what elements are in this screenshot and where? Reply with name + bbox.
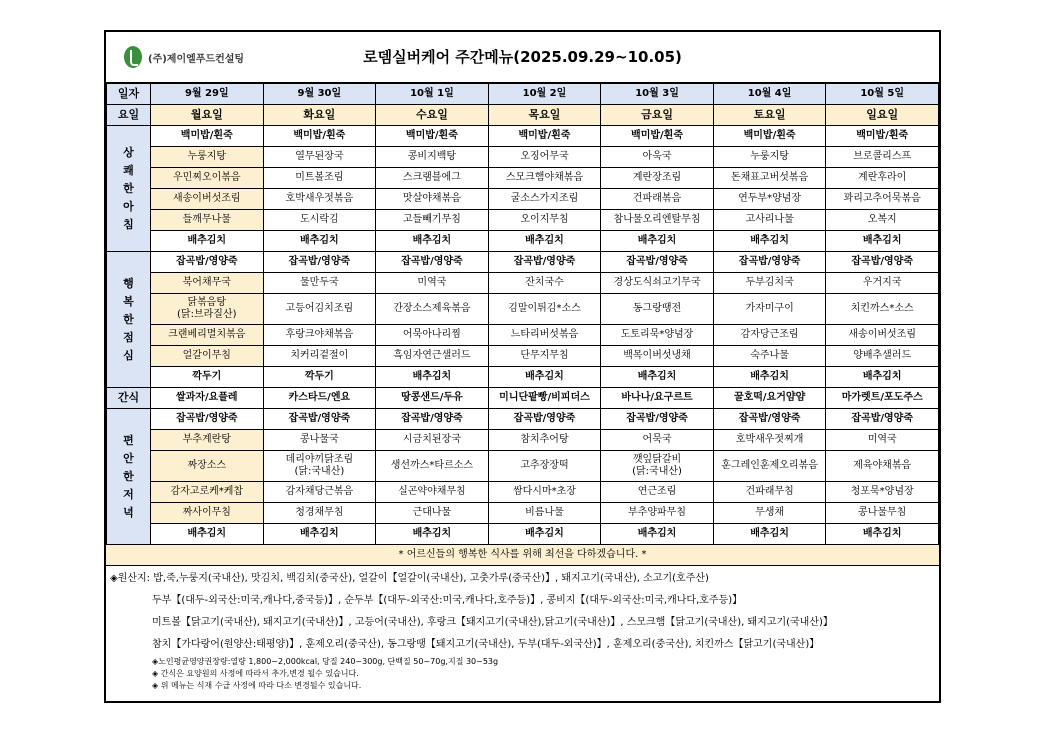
breakfast-menu-cell: 열무된장국: [263, 147, 376, 168]
snack-note: ◈ 간식은 요양원의 사정에 따라서 추가,변경 될수 있습니다.: [152, 669, 359, 678]
breakfast-menu-cell: 스크램블에그: [376, 168, 489, 189]
date-cell: 10월 4일: [713, 84, 826, 105]
breakfast-menu-cell: 들깨무나물: [151, 210, 264, 231]
dinner-menu-cell: 배추김치: [826, 524, 939, 545]
weekday-cell: 월요일: [151, 105, 264, 126]
breakfast-menu-cell: 도시락김: [263, 210, 376, 231]
dinner-row: [107, 482, 939, 503]
breakfast-menu-cell: 오징어무국: [488, 147, 601, 168]
dinner-menu-cell: 고추장장떡: [488, 451, 601, 482]
lunch-menu-cell: 감자당근조림: [713, 325, 826, 346]
lunch-row: [107, 367, 939, 388]
lunch-menu-cell: 북어채무국: [151, 273, 264, 294]
date-row: [107, 84, 939, 105]
snack-label: 간식: [107, 388, 151, 409]
lunch-menu-cell: 두부김치국: [713, 273, 826, 294]
dinner-menu-cell: 잡곡밥/영양죽: [826, 409, 939, 430]
breakfast-menu-cell: 백미밥/흰죽: [713, 126, 826, 147]
dinner-menu-cell: 연근조림: [601, 482, 714, 503]
lunch-menu-cell: 동그랑땡전: [601, 294, 714, 325]
lunch-menu-cell: 배추김치: [488, 367, 601, 388]
dinner-menu-cell: 무생채: [713, 503, 826, 524]
lunch-menu-cell: 후랑크야채볶음: [263, 325, 376, 346]
dinner-menu-cell: 배추김치: [601, 524, 714, 545]
dinner-row: [107, 451, 939, 482]
breakfast-row: [107, 126, 939, 147]
snack-cell: 쌀과자/요플레: [151, 388, 264, 409]
change-note: ◈ 위 메뉴는 식재 수급 사정에 따라 다소 변경될수 있습니다.: [152, 681, 362, 690]
lunch-row: [107, 294, 939, 325]
dinner-menu-cell: 잡곡밥/영양죽: [151, 409, 264, 430]
snack-cell: 마가렛트/포도주스: [826, 388, 939, 409]
dinner-menu-cell: 미역국: [826, 430, 939, 451]
lunch-menu-cell: 잡곡밥/영양죽: [713, 252, 826, 273]
lunch-menu-cell: 물만두국: [263, 273, 376, 294]
lunch-menu-cell: 잡곡밥/영양죽: [601, 252, 714, 273]
dinner-menu-cell: 배추김치: [263, 524, 376, 545]
dinner-menu-cell: 짜장소스: [151, 451, 264, 482]
breakfast-menu-cell: 참나물오리엔탈무침: [601, 210, 714, 231]
origin-line: 두부【(대두-외국산:미국,캐나다,중국등)】, 순두부【(대두-외국산:미국,캐나다,호주등)】, 콩비지【(대두-외국산:미국,캐나다,호주등)】: [152, 595, 743, 606]
lunch-menu-cell: 새송이버섯조림: [826, 325, 939, 346]
date-cell: 10월 5일: [826, 84, 939, 105]
date-label: 일자: [107, 84, 151, 105]
weekday-cell: 수요일: [376, 105, 489, 126]
lunch-menu-cell: 배추김치: [826, 367, 939, 388]
dinner-menu-cell: 배추김치: [151, 524, 264, 545]
date-cell: 10월 3일: [601, 84, 714, 105]
dinner-menu-cell: 청경채무침: [263, 503, 376, 524]
lunch-menu-cell: 간장소스제육볶음: [376, 294, 489, 325]
lunch-menu-cell: 흑임자연근샐러드: [376, 346, 489, 367]
breakfast-menu-cell: 백미밥/흰죽: [151, 126, 264, 147]
origin-info: [106, 566, 939, 692]
lunch-menu-cell: 얼갈이무침: [151, 346, 264, 367]
breakfast-menu-cell: 백미밥/흰죽: [376, 126, 489, 147]
dinner-menu-cell: 훈그레인훈제오리볶음: [713, 451, 826, 482]
breakfast-menu-cell: 브로콜리스프: [826, 147, 939, 168]
breakfast-menu-cell: 배추김치: [601, 231, 714, 252]
page-title: 로뎀실버케어 주간메뉴(2025.09.29~10.05): [363, 48, 682, 66]
breakfast-menu-cell: 우민찌오이볶음: [151, 168, 264, 189]
menu-header: [106, 32, 939, 83]
lunch-menu-cell: 잡곡밥/영양죽: [151, 252, 264, 273]
lunch-menu-cell: 미역국: [376, 273, 489, 294]
notice-banner: * 어르신들의 행복한 식사를 위해 최선을 다하겠습니다. *: [106, 545, 939, 566]
lunch-menu-cell: 경상도식쇠고기무국: [601, 273, 714, 294]
breakfast-menu-cell: 콩비지백탕: [376, 147, 489, 168]
origin-line: 미트볼【닭고기(국내산), 돼지고기(국내산)】, 고등어(국내산), 후랑크【돼지고기(국내산),닭고기(국내산)】, 스모크햄【닭고기(국내산), 돼지고기(국내산)】: [152, 617, 833, 628]
lunch-row: [107, 252, 939, 273]
origin-line: 참치【가다랑어(원양산:태평양)】, 훈제오리(중국산), 동그랑땡【돼지고기(국내산), 두부(대두-외국산)】, 훈제오리(중국산), 치킨까스【닭고기(국내산)】: [152, 639, 820, 650]
company-name: (주)제이엘푸드컨설팅: [148, 53, 245, 65]
dinner-menu-cell: 부추양파무침: [601, 503, 714, 524]
breakfast-menu-cell: 오복지: [826, 210, 939, 231]
breakfast-menu-cell: 배추김치: [376, 231, 489, 252]
weekday-cell: 목요일: [488, 105, 601, 126]
lunch-row: [107, 325, 939, 346]
lunch-menu-cell: 닭볶음탕 (닭:브라질산): [151, 294, 264, 325]
dinner-menu-cell: 짜사이무침: [151, 503, 264, 524]
lunch-menu-cell: 배추김치: [376, 367, 489, 388]
lunch-menu-cell: 깍두기: [151, 367, 264, 388]
weekday-cell: 일요일: [826, 105, 939, 126]
breakfast-menu-cell: 배추김치: [826, 231, 939, 252]
breakfast-menu-cell: 계란장조림: [601, 168, 714, 189]
dinner-menu-cell: 감자고로케*케찹: [151, 482, 264, 503]
lunch-menu-cell: 단무지무침: [488, 346, 601, 367]
snack-cell: 땅콩샌드/두유: [376, 388, 489, 409]
dinner-menu-cell: 어묵국: [601, 430, 714, 451]
breakfast-row: [107, 147, 939, 168]
breakfast-menu-cell: 맛살야채볶음: [376, 189, 489, 210]
dinner-menu-cell: 참치추어탕: [488, 430, 601, 451]
dinner-menu-cell: 콩나물무침: [826, 503, 939, 524]
breakfast-menu-cell: 호박새우젓볶음: [263, 189, 376, 210]
dinner-menu-cell: 생선까스*타르소스: [376, 451, 489, 482]
lunch-menu-cell: 양배추샐러드: [826, 346, 939, 367]
weekday-row: [107, 105, 939, 126]
dinner-menu-cell: 콩나물국: [263, 430, 376, 451]
dinner-row: [107, 524, 939, 545]
snack-cell: 꿀호떡/요거얌얌: [713, 388, 826, 409]
breakfast-row: [107, 189, 939, 210]
breakfast-menu-cell: 새송이버섯조림: [151, 189, 264, 210]
breakfast-menu-cell: 배추김치: [151, 231, 264, 252]
dinner-menu-cell: 깻잎닭갈비 (닭:국내산): [601, 451, 714, 482]
lunch-menu-cell: 깍두기: [263, 367, 376, 388]
dinner-menu-cell: 비름나물: [488, 503, 601, 524]
snack-cell: 카스타드/엔요: [263, 388, 376, 409]
dinner-menu-cell: 시금치된장국: [376, 430, 489, 451]
dinner-menu-cell: 감자채당근볶음: [263, 482, 376, 503]
breakfast-menu-cell: 계란후라이: [826, 168, 939, 189]
dinner-menu-cell: 데리야끼닭조림 (닭:국내산): [263, 451, 376, 482]
lunch-menu-cell: 가자미구이: [713, 294, 826, 325]
breakfast-menu-cell: 꽈리고추어묵볶음: [826, 189, 939, 210]
menu-sheet: [104, 30, 941, 703]
dinner-menu-cell: 건파래무침: [713, 482, 826, 503]
breakfast-menu-cell: 스모크햄야채볶음: [488, 168, 601, 189]
dinner-menu-cell: 청포묵*양념장: [826, 482, 939, 503]
breakfast-menu-cell: 누룽지탕: [151, 147, 264, 168]
breakfast-menu-cell: 백미밥/흰죽: [488, 126, 601, 147]
dinner-row: [107, 409, 939, 430]
weekday-cell: 금요일: [601, 105, 714, 126]
lunch-menu-cell: 치커리겉절이: [263, 346, 376, 367]
lunch-menu-cell: 치킨까스*소스: [826, 294, 939, 325]
dinner-menu-cell: 잡곡밥/영양죽: [488, 409, 601, 430]
lunch-row: [107, 346, 939, 367]
lunch-menu-cell: 크랜베리멸치볶음: [151, 325, 264, 346]
dinner-menu-cell: 잡곡밥/영양죽: [601, 409, 714, 430]
snack-cell: 미니단팥빵/비피더스: [488, 388, 601, 409]
breakfast-menu-cell: 백미밥/흰죽: [826, 126, 939, 147]
dinner-menu-cell: 잡곡밥/영양죽: [376, 409, 489, 430]
lunch-menu-cell: 김말이튀김*소스: [488, 294, 601, 325]
dinner-menu-cell: 쌈다시마*초장: [488, 482, 601, 503]
breakfast-label: 상 쾌 한 아 침: [107, 126, 151, 252]
weekly-menu-table: [106, 83, 939, 545]
weekday-cell: 화요일: [263, 105, 376, 126]
dinner-row: [107, 503, 939, 524]
lunch-menu-cell: 도토리묵*양념장: [601, 325, 714, 346]
lunch-menu-cell: 잡곡밥/영양죽: [488, 252, 601, 273]
date-cell: 9월 29일: [151, 84, 264, 105]
breakfast-row: [107, 231, 939, 252]
breakfast-menu-cell: 배추김치: [263, 231, 376, 252]
date-cell: 10월 2일: [488, 84, 601, 105]
lunch-menu-cell: 고등어김치조림: [263, 294, 376, 325]
dinner-menu-cell: 근대나물: [376, 503, 489, 524]
breakfast-row: [107, 168, 939, 189]
dinner-menu-cell: 잡곡밥/영양죽: [263, 409, 376, 430]
lunch-menu-cell: 우거지국: [826, 273, 939, 294]
weekday-label: 요일: [107, 105, 151, 126]
lunch-menu-cell: 배추김치: [601, 367, 714, 388]
dinner-menu-cell: 실곤약야채무침: [376, 482, 489, 503]
snack-row: [107, 388, 939, 409]
lunch-menu-cell: 잡곡밥/영양죽: [376, 252, 489, 273]
lunch-menu-cell: 배추김치: [713, 367, 826, 388]
dinner-menu-cell: 배추김치: [376, 524, 489, 545]
breakfast-menu-cell: 배추김치: [488, 231, 601, 252]
date-cell: 9월 30일: [263, 84, 376, 105]
breakfast-menu-cell: 미트볼조림: [263, 168, 376, 189]
lunch-menu-cell: 백목이버섯냉채: [601, 346, 714, 367]
weekday-cell: 토요일: [713, 105, 826, 126]
lunch-menu-cell: 숙주나물: [713, 346, 826, 367]
lunch-label: 행 복 한 점 심: [107, 252, 151, 388]
breakfast-menu-cell: 백미밥/흰죽: [601, 126, 714, 147]
dinner-row: [107, 430, 939, 451]
dinner-label: 편 안 한 저 녁: [107, 409, 151, 545]
lunch-menu-cell: 느타리버섯볶음: [488, 325, 601, 346]
dinner-menu-cell: 호박새우젓찌개: [713, 430, 826, 451]
dinner-menu-cell: 배추김치: [713, 524, 826, 545]
dinner-menu-cell: 제육야채볶음: [826, 451, 939, 482]
breakfast-menu-cell: 오이지무침: [488, 210, 601, 231]
nutrition-note: ◈노인평균영양권장량:열량 1,800~2,000kcal, 당질 240~300g, 단백질 50~70g,지질 30~53g: [152, 657, 499, 666]
lunch-row: [107, 273, 939, 294]
breakfast-row: [107, 210, 939, 231]
breakfast-menu-cell: 돈채표고버섯볶음: [713, 168, 826, 189]
breakfast-menu-cell: 굴소스가지조림: [488, 189, 601, 210]
dinner-menu-cell: 잡곡밥/영양죽: [713, 409, 826, 430]
breakfast-menu-cell: 백미밥/흰죽: [263, 126, 376, 147]
date-cell: 10월 1일: [376, 84, 489, 105]
lunch-menu-cell: 어묵아나리찜: [376, 325, 489, 346]
breakfast-menu-cell: 건파래볶음: [601, 189, 714, 210]
origin-line: ◈원산지: 밥,죽,누룽지(국내산), 맛김치, 백김치(중국산), 얼갈이【얼갈이(국내산), 고춧가루(중국산)】, 돼지고기(국내산), 소고기(호주산): [110, 573, 709, 584]
lunch-menu-cell: 잡곡밥/영양죽: [826, 252, 939, 273]
snack-cell: 바나나/요구르트: [601, 388, 714, 409]
lunch-menu-cell: 잔치국수: [488, 273, 601, 294]
dinner-menu-cell: 배추김치: [488, 524, 601, 545]
breakfast-menu-cell: 배추김치: [713, 231, 826, 252]
dinner-menu-cell: 부추계란탕: [151, 430, 264, 451]
breakfast-menu-cell: 아욱국: [601, 147, 714, 168]
breakfast-menu-cell: 고사리나물: [713, 210, 826, 231]
breakfast-menu-cell: 연두부*양념장: [713, 189, 826, 210]
lunch-menu-cell: 잡곡밥/영양죽: [263, 252, 376, 273]
breakfast-menu-cell: 누룽지탕: [713, 147, 826, 168]
breakfast-menu-cell: 고들빼기무침: [376, 210, 489, 231]
